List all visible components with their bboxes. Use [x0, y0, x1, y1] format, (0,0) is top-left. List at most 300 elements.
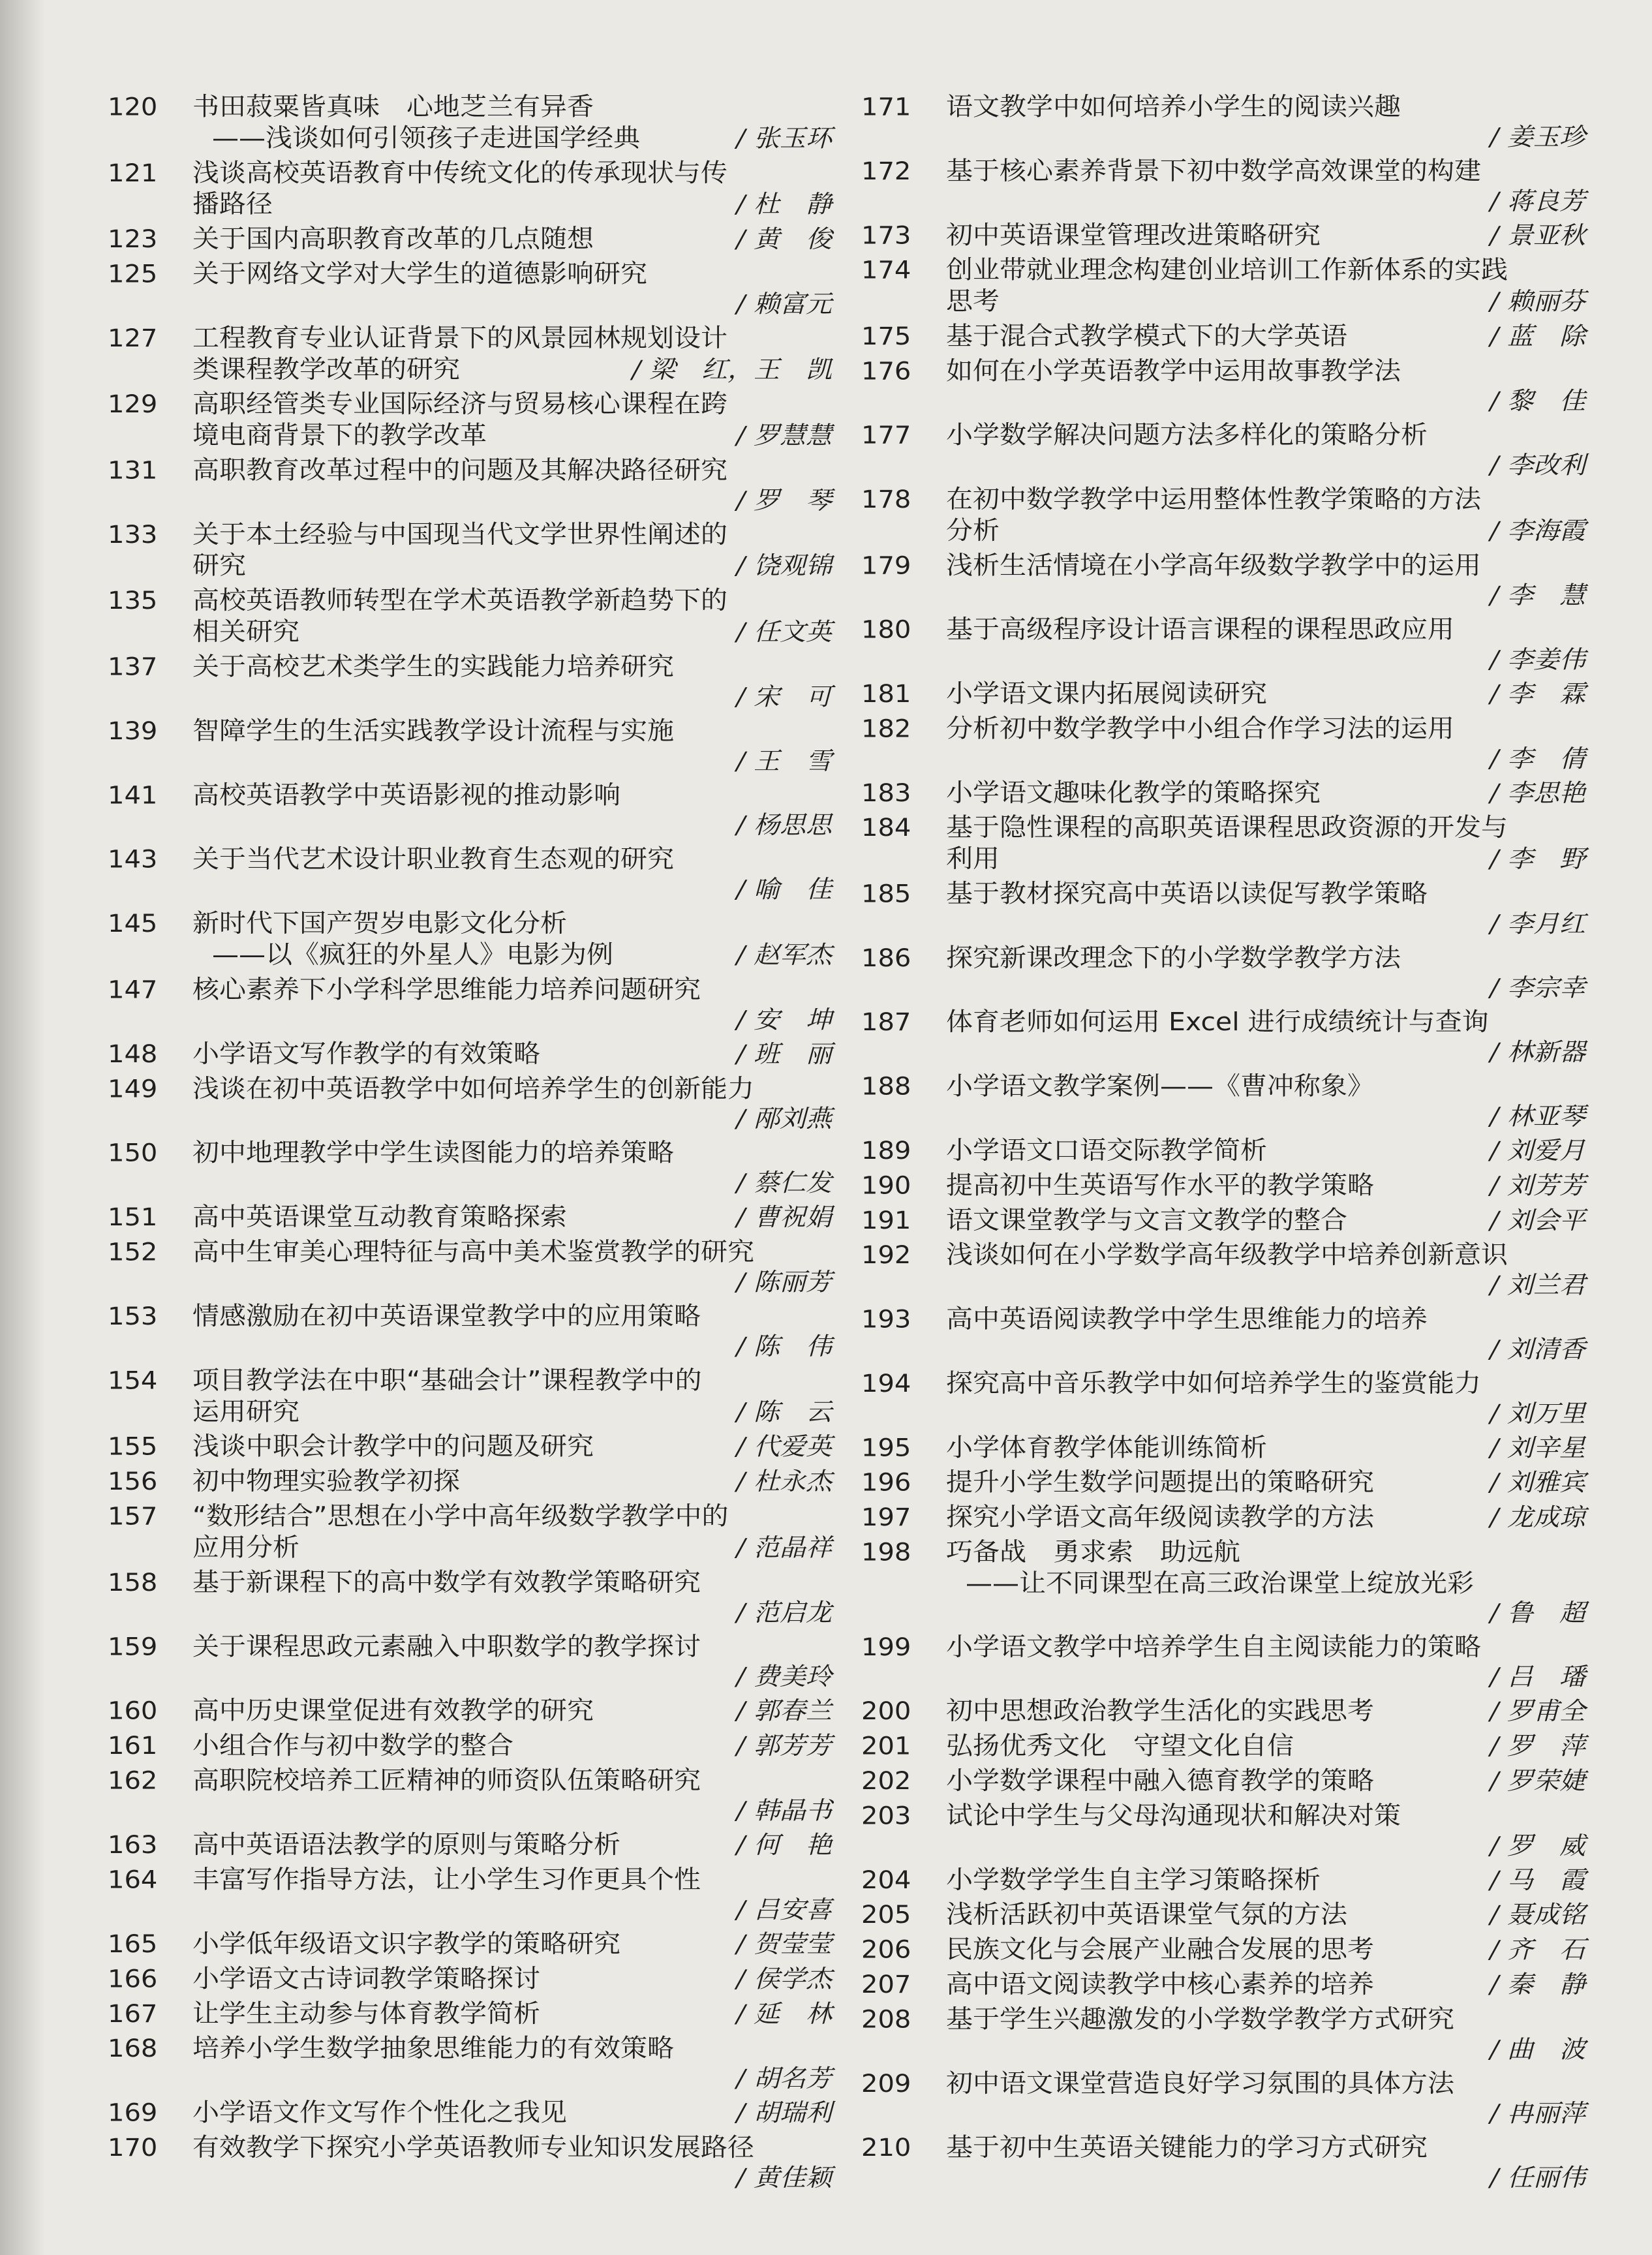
toc-entry [108, 780, 832, 840]
entry-title: 小学语文写作教学的有效策略 [192, 1039, 540, 1069]
entry-title: 高校英语教师转型在学术英语教学新趋势下的 [192, 585, 727, 615]
toc-entry-line [108, 91, 832, 123]
toc-entry-line [108, 1236, 832, 1268]
toc-entry-line [861, 91, 1585, 123]
page-number: 206 [861, 1935, 911, 1964]
entry-author: / 侯学杰 [736, 1965, 832, 1993]
toc-entry [108, 1963, 832, 1995]
entry-title: 基于隐性课程的高职英语课程思政资源的开发与 [946, 812, 1508, 842]
toc-entry-line [108, 1829, 832, 1860]
toc-entry-line [861, 812, 1585, 844]
toc-entry [861, 812, 1585, 875]
page-number: 187 [861, 1008, 911, 1037]
entry-author: / 吕安喜 [736, 1895, 832, 1924]
toc-entry [861, 1864, 1585, 1895]
entry-title-continuation [108, 550, 832, 581]
toc-entry [861, 1696, 1585, 1727]
entry-title-line: 运用研究 [192, 1396, 299, 1426]
entry-author: / 代爱英 [736, 1432, 832, 1462]
page-number: 193 [861, 1305, 911, 1334]
toc-entry [861, 678, 1585, 709]
page-number: 184 [861, 814, 911, 842]
entry-author: / 刘兰君 [1490, 1271, 1585, 1300]
toc-entry-line [108, 844, 832, 875]
entry-author: / 赖富元 [736, 290, 832, 318]
entry-title: 核心素养下小学科学思维能力培养问题研究 [192, 974, 701, 1004]
entry-title: 让学生主动参与体育教学简析 [192, 1999, 540, 2029]
toc-entry-line [108, 1567, 832, 1598]
toc-entry-line [108, 1631, 832, 1663]
toc-entry [861, 484, 1585, 547]
toc-entry [861, 878, 1585, 939]
toc-entry [861, 1170, 1585, 1201]
toc-entry [108, 1998, 832, 2029]
entry-title: 小学语文教学中培养学生自主阅读能力的策略 [946, 1632, 1481, 1662]
page-number: 195 [861, 1434, 911, 1462]
page-number: 180 [861, 615, 911, 645]
entry-author: / 李 倩 [1490, 744, 1585, 773]
toc-entry-line [108, 322, 832, 354]
toc-entry-line [108, 585, 832, 617]
toc-entry-line [861, 1304, 1585, 1335]
entry-author: / 王 雪 [736, 747, 832, 776]
page-number: 133 [108, 521, 158, 549]
toc-entry [108, 389, 832, 452]
entry-title: 小学语文古诗词教学策略探讨 [192, 1963, 540, 1993]
toc-entry-line [108, 1730, 832, 1762]
toc-entry-line [108, 2033, 832, 2064]
page-number: 194 [861, 1370, 911, 1398]
page-number: 189 [861, 1137, 911, 1165]
toc-entry [861, 1969, 1585, 2000]
toc-entry-line [861, 614, 1585, 645]
entry-title: 基于学生兴趣激发的小学数学教学方式研究 [946, 2004, 1454, 2034]
toc-entry-line [108, 1431, 832, 1462]
page-number: 177 [861, 421, 911, 450]
entry-author: / 罗慧慧 [736, 422, 832, 450]
entry-title: 高中历史课堂促进有效教学的研究 [192, 1696, 594, 1726]
page-number: 127 [108, 324, 158, 353]
entry-author: / 邴刘燕 [736, 1105, 832, 1133]
entry-title: 巧备战 勇求索 助远航 [946, 1537, 1240, 1567]
toc-entry [861, 1631, 1585, 1692]
toc-entry-line [861, 2132, 1585, 2164]
entry-title: 初中英语课堂管理改进策略研究 [946, 220, 1321, 250]
entry-title-continuation [108, 189, 832, 220]
page-number: 168 [108, 2034, 158, 2063]
entry-author: / 李 野 [1490, 845, 1585, 874]
entry-author: / 曹祝娟 [736, 1203, 832, 1232]
entry-author: / 罗 萍 [1490, 1732, 1585, 1760]
entry-title: 民族文化与会展产业融合发展的思考 [946, 1934, 1374, 1964]
toc-entry [861, 777, 1585, 808]
toc-entry-line [108, 1202, 832, 1233]
toc-entry-line [861, 1696, 1585, 1727]
entry-author: / 李 霖 [1490, 680, 1585, 709]
toc-entry-line [861, 678, 1585, 709]
entry-title: 高职教育改革过程中的问题及其解决路径研究 [192, 455, 727, 485]
entry-author: / 陈丽芳 [736, 1268, 832, 1296]
toc-entry [108, 1928, 832, 1959]
toc-entry-line [861, 1899, 1585, 1931]
page-number: 200 [861, 1697, 911, 1726]
entry-author: / 延 林 [736, 2000, 832, 2029]
toc-entry-line [108, 974, 832, 1005]
entry-author: / 饶观锦 [736, 551, 832, 581]
entry-author: / 范启龙 [736, 1599, 832, 1627]
page-number: 158 [108, 1569, 158, 1597]
entry-author: / 刘芳芳 [1490, 1171, 1585, 1200]
entry-title: 语文课堂教学与文言文教学的整合 [946, 1205, 1347, 1235]
toc-entry-line [861, 420, 1585, 451]
entry-author: / 赖丽芬 [1490, 287, 1585, 316]
page-number: 167 [108, 2000, 158, 2029]
page-number: 208 [861, 2005, 911, 2034]
page-number: 159 [108, 1633, 158, 1661]
page-number: 170 [108, 2134, 158, 2162]
entry-title: 基于核心素养背景下初中数学高效课堂的构建 [946, 156, 1481, 186]
entry-title-line: 研究 [192, 551, 246, 581]
page-number: 199 [861, 1633, 911, 1662]
entry-author: / 胡名芳 [736, 2064, 832, 2093]
page-number: 191 [861, 1206, 911, 1235]
toc-entry-line [108, 1998, 832, 2029]
entry-author: / 黄 俊 [736, 225, 832, 254]
page-number: 185 [861, 880, 911, 908]
entry-title: 浅谈在初中英语教学中如何培养学生的创新能力 [192, 1073, 754, 1103]
entry-title: 初中思想政治教学生活化的实践思考 [946, 1696, 1374, 1726]
entry-author: / 郭芳芳 [736, 1732, 832, 1760]
entry-author: / 罗荣婕 [1490, 1767, 1585, 1796]
page-number: 161 [108, 1732, 158, 1760]
toc-entry-line [861, 1730, 1585, 1762]
entry-title: 试论中学生与父母沟通现状和解决对策 [946, 1800, 1401, 1830]
entry-title: 小学低年级语文识字教学的策略研究 [192, 1929, 620, 1959]
toc-entry-line [108, 1073, 832, 1105]
entry-title: 关于网络文学对大学生的道德影响研究 [192, 258, 647, 288]
page-number: 123 [108, 225, 158, 254]
entry-author: / 范晶祥 [736, 1533, 832, 1562]
page-number: 165 [108, 1930, 158, 1959]
entry-author: / 齐 石 [1490, 1935, 1585, 1964]
entry-title: 语文教学中如何培养小学生的阅读兴趣 [946, 91, 1401, 121]
entry-title-continuation [108, 1396, 832, 1428]
entry-title: 小学语文趣味化教学的策略探究 [946, 778, 1321, 808]
entry-title: 初中物理实验教学初探 [192, 1466, 460, 1496]
toc-entry-line [861, 777, 1585, 808]
entry-title: 高职院校培养工匠精神的师资队伍策略研究 [192, 1765, 701, 1795]
toc-column-left [108, 91, 832, 2196]
page-number: 143 [108, 845, 158, 874]
toc-entry [861, 1800, 1585, 1861]
toc-entry [108, 1567, 832, 1627]
toc-entry-line [861, 1368, 1585, 1399]
page-number: 196 [861, 1469, 911, 1497]
entry-author: / 安 坤 [736, 1005, 832, 1034]
entry-author: / 刘清香 [1490, 1335, 1585, 1364]
entry-author: / 蓝 除 [1490, 322, 1585, 351]
entry-author: / 马 霞 [1490, 1866, 1585, 1895]
page-number: 156 [108, 1467, 158, 1496]
entry-author: / 张玉环 [736, 124, 832, 153]
entry-title: 基于混合式教学模式下的大学英语 [946, 321, 1347, 351]
entry-author: / 冉丽萍 [1490, 2099, 1585, 2128]
entry-author: / 鲁 超 [1490, 1599, 1585, 1627]
entry-title-line: 应用分析 [192, 1532, 299, 1562]
toc-entry [108, 519, 832, 581]
page-number: 137 [108, 652, 158, 681]
entry-author: / 郭春兰 [736, 1696, 832, 1726]
toc-entry [108, 258, 832, 319]
entry-author: / 胡瑞利 [736, 2098, 832, 2128]
entry-author: / 姜玉珍 [1490, 123, 1585, 151]
page-number: 201 [861, 1732, 911, 1760]
entry-title: 小学语文作文写作个性化之我见 [192, 2098, 567, 2128]
entry-title: 小学数学学生自主学习策略探析 [946, 1865, 1321, 1895]
toc-entry-line [108, 2097, 832, 2128]
toc-entry [861, 2068, 1585, 2128]
page-number: 139 [108, 717, 158, 746]
toc-entry [861, 1007, 1585, 1067]
toc-entry [861, 1467, 1585, 1498]
page-number: 149 [108, 1075, 158, 1103]
entry-title: 培养小学生数学抽象思维能力的有效策略 [192, 2033, 674, 2063]
toc-entry [108, 844, 832, 904]
toc-entry [108, 157, 832, 220]
toc-entry-line [108, 455, 832, 486]
toc-entry-line [108, 1300, 832, 1332]
toc-entry [108, 1431, 832, 1462]
entry-title: 探究高中音乐教学中如何培养学生的鉴赏能力 [946, 1368, 1481, 1398]
toc-entry-line [861, 1135, 1585, 1166]
toc-entry-line [108, 1695, 832, 1726]
toc-entry [861, 91, 1585, 152]
page-number: 179 [861, 551, 911, 580]
entry-title: 新时代下国产贺岁电影文化分析 [192, 908, 567, 938]
toc-entry-line [108, 1501, 832, 1532]
toc-entry [108, 1202, 832, 1233]
toc-entry-line [108, 1963, 832, 1995]
toc-entry [108, 1631, 832, 1692]
entry-title: 如何在小学英语教学中运用故事教学法 [946, 356, 1401, 386]
page-number: 148 [108, 1040, 158, 1069]
entry-title: 有效教学下探究小学英语教师专业知识发展路径 [192, 2132, 754, 2162]
toc-entry [108, 1864, 832, 1925]
toc-entry-line [108, 224, 832, 255]
toc-entry-line [108, 2132, 832, 2164]
page-number: 205 [861, 1901, 911, 1929]
toc-entry-line [108, 1038, 832, 1069]
entry-title-line: 相关研究 [192, 617, 299, 647]
toc-entry [108, 1137, 832, 1198]
toc-entry [861, 1204, 1585, 1236]
page-number: 202 [861, 1767, 911, 1796]
entry-author: / 黎 佳 [1490, 387, 1585, 416]
entry-title: 基于新课程下的高中数学有效教学策略研究 [192, 1567, 701, 1597]
toc-entry-line [861, 1864, 1585, 1895]
page-number: 141 [108, 781, 158, 810]
toc-entry-line [108, 908, 832, 940]
entry-author: / 陈 云 [736, 1398, 832, 1426]
toc-entry [861, 1502, 1585, 1533]
entry-author: / 贺莹莹 [736, 1930, 832, 1959]
page-number: 125 [108, 260, 158, 288]
page-number: 197 [861, 1503, 911, 1532]
entry-author: / 李思艳 [1490, 779, 1585, 808]
page-number: 204 [861, 1866, 911, 1895]
entry-title-continuation [108, 939, 832, 970]
toc-entry [108, 2033, 832, 2094]
toc-entry [108, 1829, 832, 1860]
entry-author: / 费美玲 [736, 1663, 832, 1691]
entry-author: / 刘雅宾 [1490, 1469, 1585, 1497]
entry-title: 高职经管类专业国际经济与贸易核心课程在跨 [192, 389, 727, 419]
entry-title: 书田菽粟皆真味 心地芝兰有异香 [192, 91, 594, 121]
entry-author: / 韩晶书 [736, 1796, 832, 1825]
entry-author: / 秦 静 [1490, 1971, 1585, 1999]
toc-entry-line [108, 1365, 832, 1396]
entry-title: 项目教学法在中职“基础会计”课程教学中的 [192, 1365, 702, 1395]
entry-title: 情感激励在初中英语课堂教学中的应用策略 [192, 1301, 701, 1331]
page-number: 155 [108, 1432, 158, 1462]
toc-entry-line [861, 484, 1585, 515]
entry-title: 基于教材探究高中英语以读促写教学策略 [946, 878, 1428, 908]
toc-entry [861, 550, 1585, 611]
entry-title: “数形结合”思想在小学中高年级数学教学中的 [192, 1501, 729, 1531]
entry-title: 关于当代艺术设计职业教育生态观的研究 [192, 844, 674, 874]
page-number: 129 [108, 390, 158, 419]
entry-author: / 梁 红，王 凯 [632, 356, 832, 384]
page-number: 147 [108, 975, 158, 1004]
page-number: 207 [861, 1971, 911, 1999]
toc-entry-line [861, 220, 1585, 251]
toc-entry [861, 1071, 1585, 1131]
entry-title: 关于国内高职教育改革的几点随想 [192, 224, 594, 254]
toc-entry-line [861, 320, 1585, 352]
entry-author: / 李海霞 [1490, 517, 1585, 545]
page-number: 135 [108, 587, 158, 615]
entry-title: 小学语文口语交际教学简析 [946, 1135, 1267, 1165]
entry-author: / 林新器 [1490, 1038, 1585, 1067]
entry-title-continuation [108, 123, 832, 154]
entry-title-line: 类课程教学改革的研究 [192, 354, 460, 384]
toc-entry [861, 1899, 1585, 1931]
page-number: 174 [861, 256, 911, 285]
toc-entry-line [861, 1934, 1585, 1965]
toc-entry-line [861, 878, 1585, 910]
entry-title: 高中英语语法教学的原则与策略分析 [192, 1830, 620, 1860]
toc-entry [861, 1730, 1585, 1762]
entry-title: 浅谈高校英语教育中传统文化的传承现状与传 [192, 158, 727, 188]
toc-entry-line [861, 2004, 1585, 2035]
entry-title: 探究新课改理念下的小学数学教学方法 [946, 943, 1401, 973]
entry-title-line: 播路径 [192, 189, 273, 219]
entry-title: 小学体育教学体能训练简析 [946, 1432, 1267, 1462]
toc-entry-line [861, 1502, 1585, 1533]
entry-title: 丰富写作指导方法，让小学生习作更具个性 [192, 1864, 701, 1894]
entry-title: 探究小学语文高年级阅读教学的方法 [946, 1502, 1374, 1532]
toc-entry [108, 651, 832, 712]
toc-entry-line [108, 1765, 832, 1796]
entry-author: / 喻 佳 [736, 875, 832, 904]
entry-title: 智障学生的生活实践教学设计流程与实施 [192, 716, 674, 746]
toc-entry [108, 1730, 832, 1762]
entry-title: 关于课程思政元素融入中职数学的教学探讨 [192, 1631, 701, 1661]
page-number: 120 [108, 93, 158, 121]
entry-title-continuation [861, 286, 1585, 317]
toc-entry-line [108, 1864, 832, 1895]
page-number: 162 [108, 1766, 158, 1795]
page-number: 172 [861, 157, 911, 186]
page-number: 150 [108, 1139, 158, 1168]
entry-author: / 林亚琴 [1490, 1102, 1585, 1131]
toc-entry [108, 2132, 832, 2193]
page-number: 190 [861, 1171, 911, 1200]
entry-author: / 杜 静 [736, 190, 832, 219]
toc-entry-line [108, 1466, 832, 1497]
toc-entry [108, 1695, 832, 1726]
entry-author: / 李 慧 [1490, 581, 1585, 610]
toc-entry-line [861, 1631, 1585, 1663]
entry-title: 基于高级程序设计语言课程的课程思政应用 [946, 615, 1454, 645]
entry-title-line: 境电商背景下的教学改革 [192, 420, 487, 450]
toc-entry [861, 155, 1585, 216]
entry-title-continuation [108, 1532, 832, 1563]
page-number: 209 [861, 2070, 911, 2098]
entry-author: / 景亚秋 [1490, 221, 1585, 250]
entry-title: 小组合作与初中数学的整合 [192, 1730, 513, 1760]
toc-entry-line [861, 1204, 1585, 1236]
toc-entry [108, 585, 832, 648]
page-number: 188 [861, 1072, 911, 1101]
entry-author: / 聂成铭 [1490, 1901, 1585, 1929]
entry-title: 小学语文教学案例——《曹冲称象》 [946, 1071, 1374, 1101]
toc-entry-line [861, 155, 1585, 187]
entry-author: / 李月红 [1490, 910, 1585, 938]
toc-entry-line [861, 1800, 1585, 1832]
page-number: 164 [108, 1865, 158, 1894]
entry-author: / 刘万里 [1490, 1400, 1585, 1428]
entry-author: / 李宗幸 [1490, 974, 1585, 1003]
entry-author: / 杜永杰 [736, 1467, 832, 1496]
entry-title-line: ——以《疯狂的外星人》电影为例 [212, 940, 613, 970]
page-number: 176 [861, 357, 911, 386]
entry-author: / 任丽伟 [1490, 2164, 1585, 2192]
toc-entry-line [861, 942, 1585, 974]
toc-entry-line [861, 1432, 1585, 1464]
toc-entry [861, 420, 1585, 480]
page-number: 169 [108, 2098, 158, 2128]
toc-entry [108, 1236, 832, 1297]
entry-title: 浅谈如何在小学数学高年级教学中培养创新意识 [946, 1240, 1508, 1270]
entry-title-continuation [108, 354, 832, 385]
page-number: 181 [861, 680, 911, 709]
page-number: 186 [861, 944, 911, 973]
entry-author: / 黄佳颖 [736, 2164, 832, 2192]
page-number: 183 [861, 779, 911, 808]
entry-title: 小学数学解决问题方法多样化的策略分析 [946, 420, 1428, 450]
entry-title-line: 思考 [946, 286, 1000, 316]
toc-entry [108, 1501, 832, 1563]
entry-author: / 罗甫全 [1490, 1697, 1585, 1726]
toc-entry-line [108, 1137, 832, 1169]
toc-entry [108, 1073, 832, 1134]
entry-title: 在初中数学教学中运用整体性教学策略的方法 [946, 484, 1481, 514]
toc-entry [861, 1240, 1585, 1300]
entry-title: 小学语文课内拓展阅读研究 [946, 679, 1267, 709]
toc-entry [861, 942, 1585, 1003]
toc-entry [861, 1304, 1585, 1364]
